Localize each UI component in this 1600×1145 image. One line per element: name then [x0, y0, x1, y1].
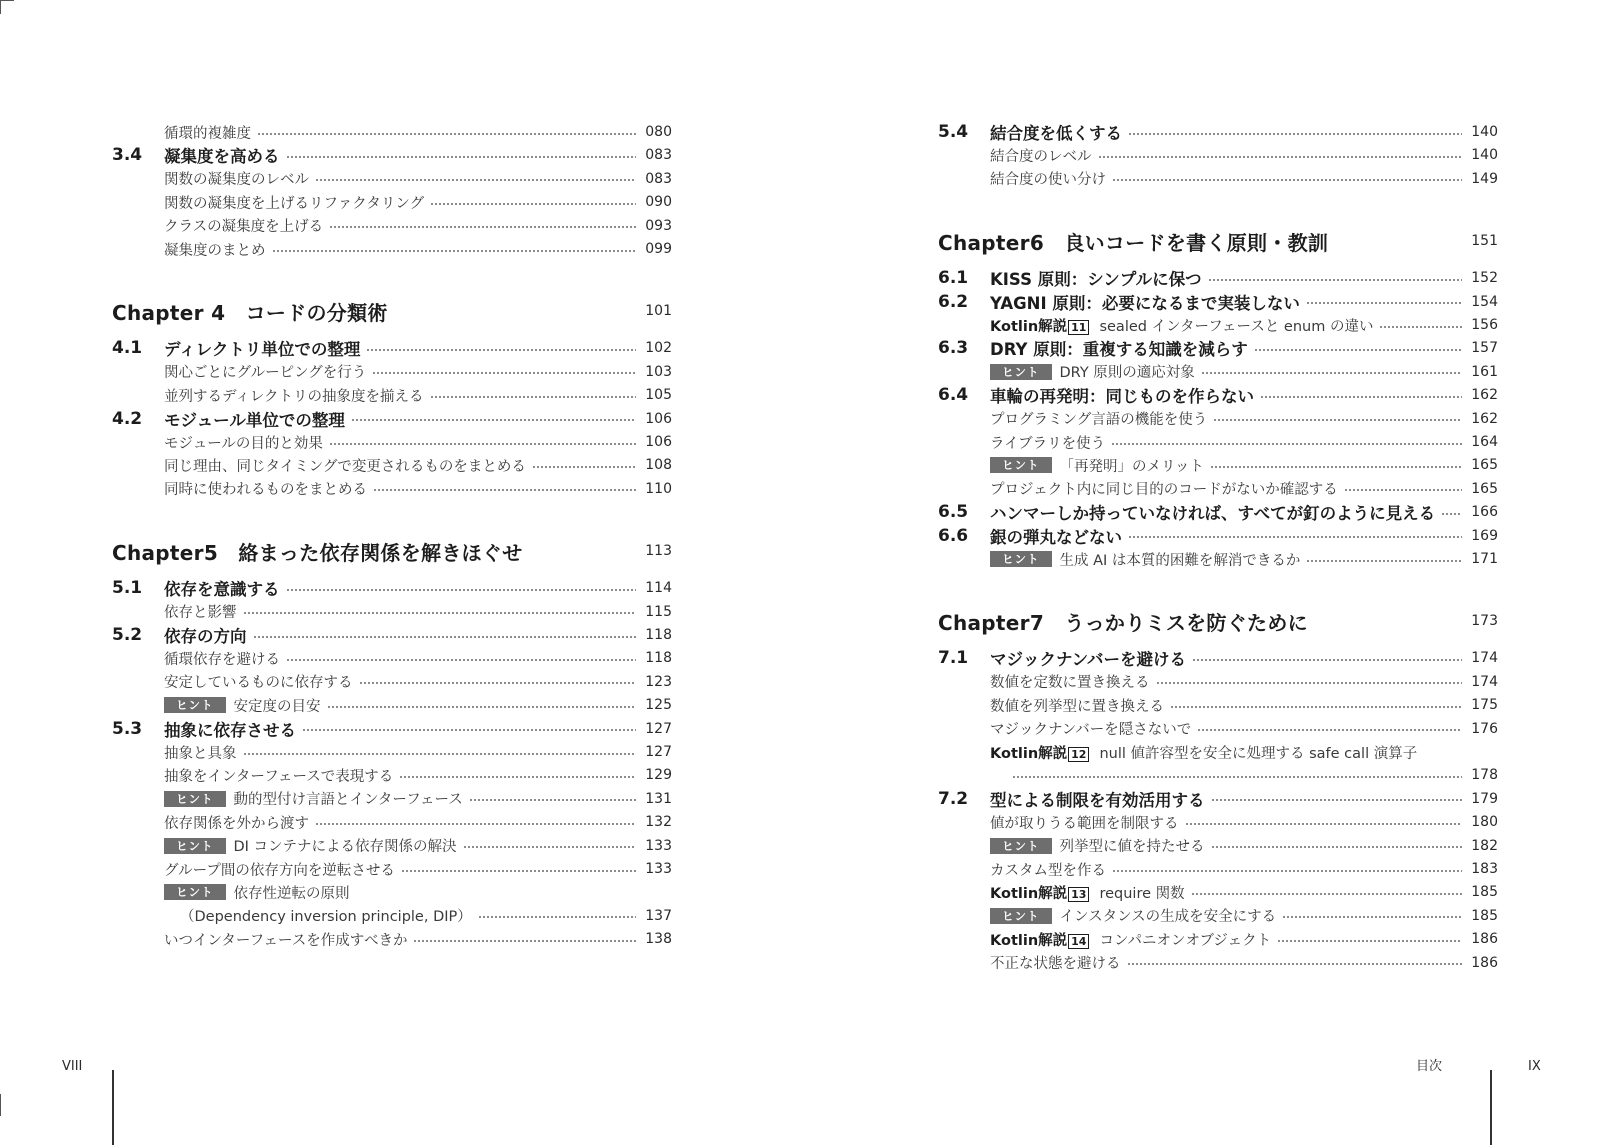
subsection-entry[interactable]: [112, 430, 672, 454]
chapter-title: Chapter 4 コードの分類術: [112, 300, 388, 325]
page-number: 083: [645, 147, 672, 164]
entry-title: 数値を列挙型に置き換える: [990, 698, 1164, 715]
kotlin-badge-number: 12: [1068, 747, 1089, 762]
dot-leader: [469, 799, 636, 801]
dot-leader: [302, 729, 636, 731]
dot-leader: [243, 753, 637, 755]
dot-leader: [478, 916, 636, 918]
chapter-heading[interactable]: [938, 606, 1498, 636]
subsection-entry[interactable]: [938, 834, 1498, 858]
entry-title: 関数の凝集度のレベル: [164, 172, 309, 189]
chapter-heading[interactable]: [112, 296, 672, 326]
dot-leader: [1112, 870, 1462, 872]
dot-leader: [327, 706, 637, 708]
page-number: 138: [645, 931, 672, 948]
page-number: 127: [645, 744, 672, 760]
dot-leader: [532, 466, 636, 468]
page-number: 106: [645, 410, 672, 427]
left-toc-column: [112, 120, 672, 951]
entry-title: モジュールの目的と効果: [164, 435, 323, 452]
entry-title: （Dependency inversion principle, DIP）: [180, 909, 472, 926]
page-number: 166: [1471, 504, 1498, 521]
subsection-entry[interactable]: [112, 477, 672, 501]
entry-title: 「再発明」のメリット: [1059, 458, 1204, 475]
crop-mark: [0, 1094, 1, 1116]
section-entry[interactable]: [938, 787, 1498, 811]
chapter-page: 113: [645, 543, 672, 560]
entry-title: 結合度の使い分け: [990, 172, 1106, 189]
entry-title: いつインターフェースを作成すべきか: [164, 932, 408, 949]
page-number: 185: [1471, 907, 1498, 924]
kotlin-badge-number: 14: [1068, 934, 1089, 949]
page-number: 102: [645, 340, 672, 357]
section-number: 7.2: [938, 788, 969, 809]
entry-title: sealed インターフェースと enum の違い: [1099, 318, 1374, 335]
dot-leader: [430, 396, 636, 398]
page-number: 157: [1471, 340, 1498, 357]
page-number: 162: [1471, 410, 1498, 427]
subsection-entry[interactable]: [112, 453, 672, 477]
section-number: 4.1: [112, 338, 143, 359]
subsection-entry[interactable]: [938, 313, 1498, 337]
section-entry[interactable]: [938, 336, 1498, 360]
section-entry[interactable]: [938, 646, 1498, 670]
crop-mark: [0, 0, 14, 1]
dot-leader: [1344, 489, 1462, 491]
subsection-entry[interactable]: [112, 120, 672, 144]
dot-leader: [1379, 326, 1462, 328]
left-folio: VIII: [62, 1059, 83, 1074]
subsection-entry[interactable]: [938, 143, 1498, 167]
dot-leader: [430, 203, 636, 205]
entry-title: モジュール単位での整理: [164, 410, 345, 430]
subsection-entry[interactable]: [112, 740, 672, 764]
section-number: 3.4: [112, 145, 143, 166]
page-number: 186: [1471, 954, 1498, 971]
dot-leader: [413, 940, 636, 942]
page-number: 182: [1471, 837, 1498, 854]
dot-leader: [1128, 536, 1462, 538]
dot-leader: [351, 419, 636, 421]
entry-title: 関心ごとにグルーピングを行う: [164, 365, 367, 382]
entry-title: 凝集度を高める: [164, 147, 280, 167]
subsection-entry[interactable]: [938, 693, 1498, 717]
chapter-page: 101: [645, 303, 672, 320]
page-number: 093: [645, 217, 672, 234]
subsection-entry[interactable]: [938, 927, 1498, 951]
subsection-entry[interactable]: [112, 693, 672, 717]
dot-leader: [1185, 823, 1463, 825]
page-number: 125: [645, 697, 672, 714]
kotlin-badge: [990, 882, 1089, 903]
dot-leader: [366, 349, 636, 351]
subsection-entry[interactable]: [112, 167, 672, 191]
kotlin-badge-label: Kotlin解説: [990, 745, 1068, 762]
dot-leader: [1128, 133, 1462, 135]
section-entry[interactable]: [112, 407, 672, 431]
subsection-entry[interactable]: [112, 927, 672, 951]
page-number: 175: [1471, 697, 1498, 714]
page-number: 123: [645, 673, 672, 690]
kotlin-badge-label: Kotlin解説: [990, 932, 1068, 949]
kotlin-badge: [990, 742, 1089, 763]
section-number: 6.2: [938, 291, 969, 312]
entry-title: プロジェクト内に同じ目的のコードがないか確認する: [990, 482, 1338, 499]
dot-leader: [399, 776, 636, 778]
section-entry[interactable]: [938, 524, 1498, 548]
dot-leader: [401, 870, 636, 872]
entry-title: 銀の弾丸などない: [990, 527, 1122, 547]
entry-title: 循環的複雑度: [164, 125, 251, 142]
subsection-entry[interactable]: [938, 740, 1498, 764]
chapter-page: 173: [1471, 613, 1498, 630]
entry-title: 抽象と具象: [164, 745, 237, 762]
page-number: 165: [1471, 457, 1498, 474]
entry-title: 依存性逆転の原則: [233, 885, 350, 902]
entry-title: 動的型付け言語とインターフェース: [233, 792, 463, 809]
subsection-entry[interactable]: [938, 430, 1498, 454]
entry-title: YAGNI 原則：必要になるまで実装しない: [990, 293, 1300, 313]
hint-badge: ヒント: [990, 457, 1052, 473]
page-number: 099: [645, 241, 672, 257]
subsection-entry[interactable]: [938, 407, 1498, 431]
entry-title: コンパニオンオブジェクト: [1099, 932, 1272, 949]
dot-leader: [1192, 659, 1462, 661]
subsection-entry[interactable]: [112, 787, 672, 811]
dot-leader: [286, 589, 637, 591]
page-number: 118: [645, 627, 672, 643]
page-number: 174: [1471, 650, 1498, 667]
section-entry[interactable]: [938, 120, 1498, 144]
entry-title: DRY 原則の適応対象: [1059, 365, 1195, 382]
dot-leader: [1213, 419, 1462, 421]
entry-title: ライブラリを使う: [990, 435, 1106, 452]
page-number: 149: [1471, 170, 1498, 187]
dot-leader: [1112, 179, 1462, 181]
page-number: 161: [1471, 363, 1498, 380]
dot-leader: [1012, 776, 1462, 778]
chapter-heading[interactable]: [112, 536, 672, 566]
page-number: 106: [645, 434, 672, 450]
entry-title: 不正な状態を避ける: [990, 956, 1121, 973]
page-number: 105: [645, 387, 672, 404]
dot-leader: [1201, 372, 1462, 374]
subsection-entry[interactable]: [938, 453, 1498, 477]
hint-badge: ヒント: [990, 551, 1052, 567]
chapter-title: Chapter6 良いコードを書く原則・教訓: [938, 230, 1329, 255]
section-number: 5.1: [112, 578, 143, 599]
subsection-entry[interactable]: [938, 810, 1498, 834]
section-entry[interactable]: [938, 383, 1498, 407]
page-number: 162: [1471, 387, 1498, 404]
right-toc-column: [938, 120, 1498, 974]
dot-leader: [1306, 302, 1462, 304]
page-number: 154: [1471, 293, 1498, 310]
dot-leader: [1170, 706, 1462, 708]
page-number: 083: [645, 170, 672, 187]
dot-leader: [1210, 466, 1462, 468]
page-number: 140: [1471, 124, 1498, 140]
entry-title: 凝集度のまとめ: [164, 242, 266, 259]
section-number: 5.4: [938, 122, 969, 142]
entry-title: 抽象をインターフェースで表現する: [164, 768, 394, 785]
kotlin-badge-number: 13: [1068, 887, 1089, 902]
page-number: 090: [645, 194, 672, 211]
page-number: 180: [1471, 814, 1498, 831]
entry-title: require 関数: [1099, 885, 1185, 902]
dot-leader: [372, 372, 636, 374]
page-number: 110: [645, 480, 672, 497]
entry-title: 依存の方向: [164, 627, 247, 646]
dot-leader: [1211, 799, 1463, 801]
page-number: 185: [1471, 884, 1498, 901]
page-number: 129: [645, 767, 672, 784]
page-number: 118: [645, 650, 672, 667]
dot-leader: [1156, 682, 1463, 684]
entry-continuation[interactable]: [938, 763, 1498, 787]
kotlin-badge: [990, 929, 1089, 950]
page-number: 165: [1471, 480, 1498, 497]
page-number: 133: [645, 837, 672, 854]
hint-badge: ヒント: [990, 364, 1052, 380]
subsection-entry[interactable]: [938, 547, 1498, 571]
dot-leader: [253, 636, 637, 638]
running-head: 目次: [1416, 1059, 1443, 1074]
subsection-entry[interactable]: [112, 857, 672, 881]
section-number: 5.2: [112, 625, 143, 645]
page-number: 183: [1471, 861, 1498, 877]
page-number: 178: [1471, 767, 1498, 784]
hint-badge: ヒント: [164, 838, 226, 854]
entry-title: 抽象に依存させる: [164, 720, 296, 740]
subsection-entry[interactable]: [112, 214, 672, 238]
page-number: 176: [1471, 720, 1498, 737]
entry-title: 安定度の目安: [233, 698, 321, 715]
dot-leader: [359, 682, 637, 684]
chapter-title: Chapter5 絡まった依存関係を解きほぐせ: [112, 540, 523, 565]
dot-leader: [243, 612, 637, 614]
dot-leader: [1098, 156, 1463, 158]
crop-mark: [0, 0, 1, 14]
entry-title: 依存を意識する: [164, 580, 280, 600]
section-number: 6.6: [938, 525, 969, 546]
subsection-entry[interactable]: [938, 857, 1498, 881]
entry-title: 同時に使われるものをまとめる: [164, 482, 367, 499]
entry-title: ハンマーしか持っていなければ、すべてが釘のように見える: [990, 504, 1436, 524]
page-number: 132: [645, 814, 672, 831]
hint-badge: ヒント: [990, 838, 1052, 854]
section-entry[interactable]: [112, 623, 672, 647]
dot-leader: [1306, 560, 1462, 562]
section-entry[interactable]: [112, 336, 672, 360]
entry-title: 結合度を低くする: [990, 124, 1122, 143]
dot-leader: [286, 156, 637, 158]
subsection-entry[interactable]: [112, 383, 672, 407]
subsection-entry[interactable]: [938, 477, 1498, 501]
entry-title: null 値許容型を安全に処理する safe call 演算子: [1099, 745, 1418, 762]
page-number: 131: [645, 790, 672, 807]
subsection-entry[interactable]: [938, 717, 1498, 741]
subsection-entry[interactable]: [938, 360, 1498, 384]
page-number: 186: [1471, 931, 1498, 948]
section-entry[interactable]: [112, 717, 672, 741]
dot-leader: [1277, 940, 1462, 942]
dot-leader: [1260, 396, 1462, 398]
entry-title: カスタム型を作る: [990, 862, 1106, 879]
entry-continuation[interactable]: [112, 904, 672, 928]
section-entry[interactable]: [938, 266, 1498, 290]
page-number: 137: [645, 907, 672, 924]
page-number: 174: [1471, 673, 1498, 690]
subsection-entry[interactable]: [938, 670, 1498, 694]
page-number: 169: [1471, 527, 1498, 544]
dot-leader: [1282, 916, 1462, 918]
entry-title: 数値を定数に置き換える: [990, 675, 1150, 692]
left-margin-rule: [112, 1070, 114, 1145]
dot-leader: [1127, 963, 1463, 965]
section-number: 4.2: [112, 408, 143, 429]
entry-title: 結合度のレベル: [990, 148, 1092, 165]
dot-leader: [1197, 729, 1462, 731]
subsection-entry[interactable]: [112, 360, 672, 384]
subsection-entry[interactable]: [112, 880, 672, 904]
entry-title: 同じ理由、同じタイミングで変更されるものをまとめる: [164, 458, 526, 475]
subsection-entry[interactable]: [938, 904, 1498, 928]
hint-badge: ヒント: [164, 884, 226, 900]
subsection-entry[interactable]: [112, 670, 672, 694]
page-number: 171: [1471, 551, 1498, 567]
dot-leader: [315, 823, 636, 825]
chapter-title: Chapter7 うっかりミスを防ぐために: [938, 610, 1308, 635]
dot-leader: [463, 846, 636, 848]
section-number: 6.1: [938, 268, 969, 289]
dot-leader: [1441, 513, 1462, 515]
subsection-entry[interactable]: [112, 763, 672, 787]
entry-title: 生成 AI は本質的困難を解消できるか: [1059, 552, 1301, 569]
section-number: 6.5: [938, 502, 969, 523]
dot-leader: [272, 250, 637, 252]
subsection-entry[interactable]: [938, 880, 1498, 904]
hint-badge: ヒント: [164, 697, 226, 713]
entry-title: プログラミング言語の機能を使う: [990, 412, 1208, 429]
subsection-entry[interactable]: [112, 600, 672, 624]
section-number: 7.1: [938, 648, 969, 669]
kotlin-badge: [990, 315, 1089, 336]
subsection-entry[interactable]: [112, 646, 672, 670]
entry-title: グループ間の依存方向を逆転させる: [164, 862, 395, 879]
subsection-entry[interactable]: [112, 834, 672, 858]
entry-title: インスタンスの生成を安全にする: [1059, 909, 1277, 926]
page-number: 080: [645, 124, 672, 140]
page-number: 152: [1471, 270, 1498, 287]
chapter-heading[interactable]: [938, 226, 1498, 256]
dot-leader: [257, 133, 636, 135]
page-number: 115: [645, 603, 672, 620]
section-entry[interactable]: [938, 290, 1498, 314]
entry-title: 値が取りうる範囲を制限する: [990, 815, 1179, 832]
subsection-entry[interactable]: [938, 951, 1498, 975]
right-margin-rule: [1490, 1070, 1492, 1145]
entry-title: マジックナンバーを避ける: [990, 650, 1187, 670]
section-entry[interactable]: [112, 576, 672, 600]
subsection-entry[interactable]: [938, 167, 1498, 191]
page-number: 127: [645, 720, 672, 737]
subsection-entry[interactable]: [112, 190, 672, 214]
dot-leader: [1254, 349, 1462, 351]
entry-title: 依存関係を外から渡す: [164, 815, 309, 832]
hint-badge: ヒント: [164, 791, 226, 807]
page-number: 103: [645, 363, 672, 380]
entry-title: ディレクトリ単位での整理: [164, 340, 361, 360]
section-number: 6.3: [938, 338, 969, 359]
entry-title: 依存と影響: [164, 605, 237, 622]
dot-leader: [373, 489, 636, 491]
kotlin-badge-label: Kotlin解説: [990, 318, 1068, 335]
section-number: 5.3: [112, 718, 143, 739]
entry-title: 循環依存を避ける: [164, 651, 280, 668]
page-number: 164: [1471, 434, 1498, 450]
page-number: 133: [645, 861, 672, 877]
entry-title: マジックナンバーを隠さないで: [990, 722, 1192, 739]
entry-title: KISS 原則：シンプルに保つ: [990, 270, 1202, 290]
entry-title: 並列するディレクトリの抽象度を揃える: [164, 388, 424, 405]
dot-leader: [329, 226, 636, 228]
dot-leader: [1111, 443, 1462, 445]
dot-leader: [1211, 846, 1463, 848]
kotlin-badge-number: 11: [1068, 320, 1089, 335]
dot-leader: [286, 659, 636, 661]
kotlin-badge-label: Kotlin解説: [990, 885, 1068, 902]
subsection-entry[interactable]: [112, 810, 672, 834]
chapter-page: 151: [1471, 233, 1498, 250]
page-number: 108: [645, 457, 672, 474]
entry-title: 安定しているものに依存する: [164, 675, 353, 692]
entry-title: 列挙型に値を持たせる: [1059, 839, 1205, 856]
entry-title: DRY 原則：重複する知識を減らす: [990, 340, 1248, 360]
section-number: 6.4: [938, 385, 969, 406]
page-number: 156: [1471, 317, 1498, 333]
right-folio: IX: [1528, 1059, 1541, 1074]
section-entry[interactable]: [938, 500, 1498, 524]
entry-title: 関数の凝集度を上げるリファクタリング: [164, 195, 425, 212]
dot-leader: [315, 179, 636, 181]
page-number: 114: [645, 580, 672, 597]
subsection-entry[interactable]: [112, 237, 672, 261]
entry-title: クラスの凝集度を上げる: [164, 219, 324, 236]
entry-title: 車輪の再発明：同じものを作らない: [990, 387, 1254, 407]
dot-leader: [1191, 893, 1462, 895]
page-number: 179: [1471, 790, 1498, 807]
section-entry[interactable]: [112, 143, 672, 167]
page-number: 140: [1471, 147, 1498, 164]
hint-badge: ヒント: [990, 908, 1052, 924]
dot-leader: [329, 443, 636, 445]
entry-title: 型による制限を有効活用する: [990, 790, 1205, 810]
entry-title: DI コンテナによる依存関係の解決: [233, 839, 457, 856]
dot-leader: [1208, 279, 1462, 281]
